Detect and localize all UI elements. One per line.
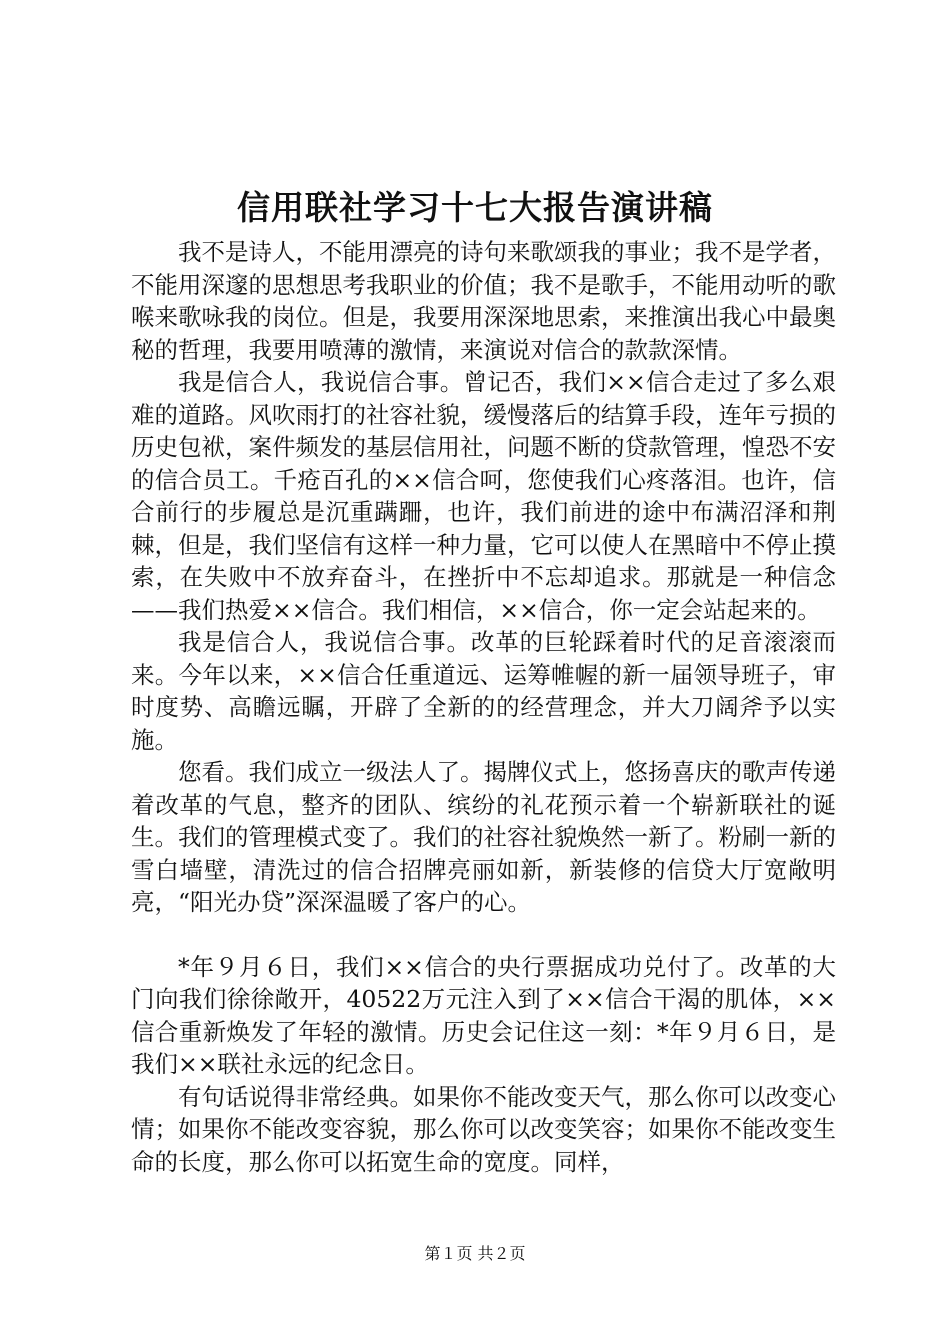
- paragraph-4: 您看。我们成立一级法人了。揭牌仪式上，悠扬喜庆的歌声传递着改革的气息，整齐的团队、缤纷的礼花预示着一个崭新联社的诞生。我们的管理模式变了。我们的社容社貌焕然一新了。粉刷一新的雪白墙壁，清洗过的信合招牌亮丽如新，新装修的信贷大厅宽敞明亮，“阳光办贷”深深温暖了客户的心。: [131, 758, 836, 916]
- paragraph-6: 有句话说得非常经典。如果你不能改变天气，那么你可以改变心情；如果你不能改变容貌，那么你可以改变笑容；如果你不能改变生命的长度，那么你可以拓宽生命的宽度。同样，: [131, 1082, 836, 1176]
- paragraph-3: 我是信合人，我说信合事。改革的巨轮踩着时代的足音滚滚而来。今年以来，××信合任重道远、运筹帷幄的新一届领导班子，审时度势、高瞻远瞩，开辟了全新的的经营理念，并大刀阔斧予以实施。: [131, 628, 836, 754]
- paragraph-2: 我是信合人，我说信合事。曾记否，我们××信合走过了多么艰难的道路。风吹雨打的社容社貌，缓慢落后的结算手段，连年亏损的历史包袱，案件频发的基层信用社，问题不断的贷款管理，惶恐不安的信合员工。千疮百孔的××信合呵，您使我们心疼落泪。也许，信合前行的步履总是沉重蹒跚，也许，我们前进的途中布满沼泽和荆棘，但是，我们坚信有这样一种力量，它可以使人在黑暗中不停止摸索，在失败中不放弃奋斗，在挫折中不忘却追求。那就是一种信念——我们热爱××信合。我们相信，××信合，你一定会站起来的。: [131, 368, 836, 624]
- paragraph-1: 我不是诗人，不能用漂亮的诗句来歌颂我的事业；我不是学者，不能用深邃的思想思考我职业的价值；我不是歌手，不能用动听的歌喉来歌咏我的岗位。但是，我要用深深地思索，来推演出我心中最奥秘的哲理，我要用喷薄的激情，来演说对信合的款款深情。: [131, 238, 836, 364]
- paragraph-gap: [131, 919, 836, 951]
- document-title: 信用联社学习十七大报告演讲稿: [237, 188, 713, 227]
- paragraph-5: *年９月６日，我们××信合的央行票据成功兑付了。改革的大门向我们徐徐敞开，40522万元注入到了××信合干渴的肌体，××信合重新焕发了年轻的激情。历史会记住这一刻：*年９月６日，是我们××联社永远的纪念日。: [131, 952, 836, 1078]
- page-number-footer: 第１页 共２页: [424, 1244, 526, 1263]
- document-body: [131, 236, 836, 1178]
